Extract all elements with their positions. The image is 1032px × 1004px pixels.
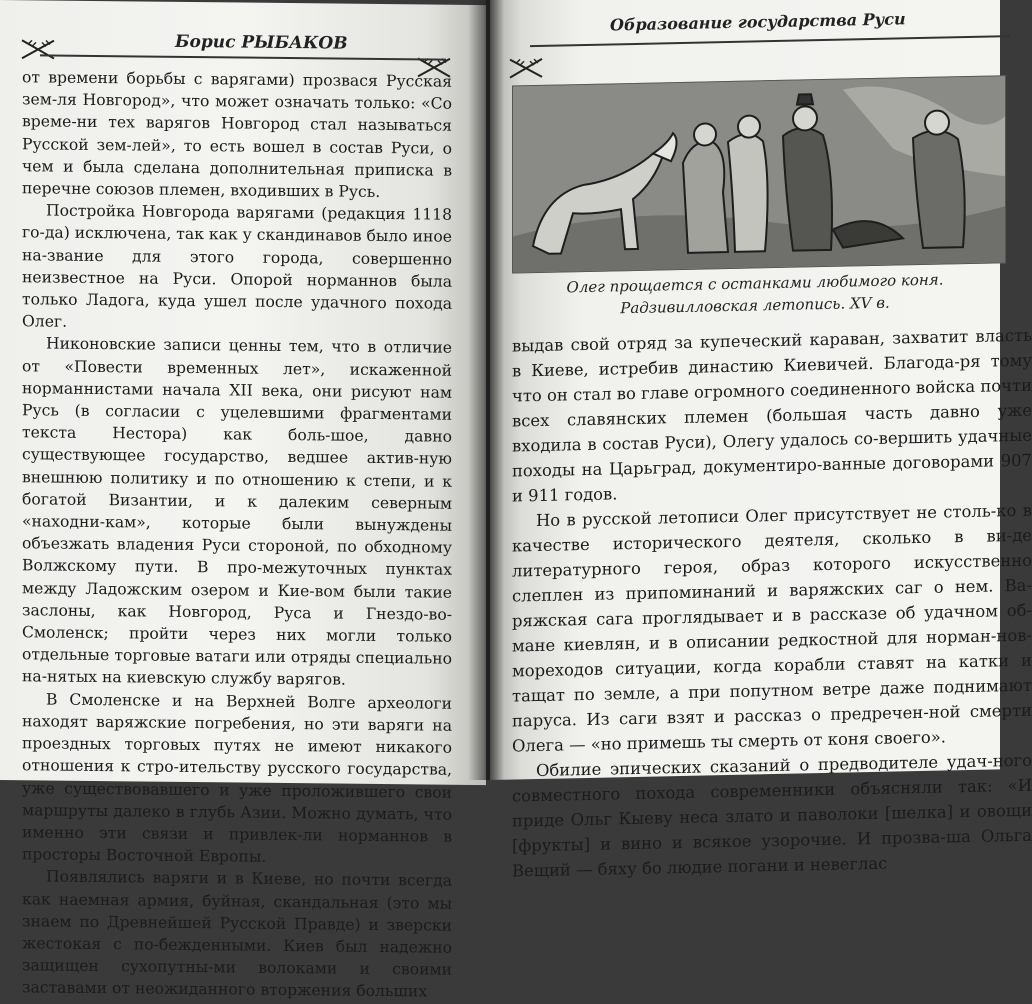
paragraph: Но в русской летописи Олег присутствует не столь-ко в качестве исторического деятеля, сколько в ви-де литературного героя, образ которого искусственно слеплен из припоминаний и варяжских саг о нем. Ва-ряжская сага проглядывает и в рассказе об удачном об-мане киевлян, и в описании редкостной для норман-нов-мореходов ситуации, когда корабли ставят на катки и тащат по земле, а при попутном ветре даже поднимают паруса. Из саги взят и рассказ о предречен-ной смерти Олега — «но примешь ты смерть от коня своего». [512, 500, 1032, 756]
oleg-horse-miniature-image [513, 76, 1005, 272]
running-head-chapter: Образование государства Руси [610, 9, 906, 35]
paragraph: Появлялись варяги и в Киеве, но почти всегда как наемная армия, буйная, скандальная (это мы знаем по Древнейшей Русской Правде) и зверски жестокая с по-бежденными. Киев был надежно защищен сухопутны-ми волоками и своими заставами от неожиданного вторжения больших [22, 867, 452, 1001]
book-gutter [468, 0, 504, 780]
paragraph: Постройка Новгорода варягами (редакция 1118 го-да) исключена, так как у скандинавов было иное на-звание для этого города, совершенно неизвестное на Руси. Опорой норманнов была только Ладога, куда ушел после удачного похода Олег. [22, 201, 452, 331]
header-rule [40, 54, 446, 60]
paragraph: выдав свой отряд за купеческий караван, захватит власть в Киеве, истребив династию Киевичей. Благода-ря тому что он стал во главе огромного соединенного войска почти всех славянских племен (большая часть давно уже входила в состав Руси), Олегу удалось со-вершить удачные походы на Царьград, документиро-ванные договорами 907 и 911 годов. [512, 325, 1032, 506]
chronicle-illustration [512, 75, 1006, 273]
paragraph: В Смоленске и на Верхней Волге археологи находят варяжские погребения, но эти варяги на проездных торговых путях не имеют никакого отношения к стро-ительству русского государства, уже существовавшего и уже проложившего свои маршруты далеко в глубь Азии. Можно думать, что именно эти связи и привлек-ли норманнов в просторы Восточной Европы. [22, 690, 452, 866]
illustration-source: Радзивилловская летопись. XV в. [620, 293, 890, 318]
paragraph: Обилие эпических сказаний о предводителе удач-ного совместного похода современники объясняли так: «И приде Ольг Кыеву неса злато и паволоки [шелка] и овощи [фрукты] и вино и всякое узорочие. И прозва-ша Ольга Вещий — бяху бо людие погани и невеглас [512, 750, 1032, 881]
crossed-branches-ornament-icon [20, 36, 56, 62]
crossed-branches-ornament-icon [508, 55, 544, 82]
header-rule [530, 35, 1010, 47]
body-text-right [512, 323, 1032, 884]
right-page [490, 0, 1032, 881]
illustration-caption: Олег прощается с останками любимого коня. [566, 270, 944, 297]
body-text-left [22, 66, 452, 1003]
paragraph: от времени борьбы с варягами) прозвася Русская зем-ля Новгород», что может означать только: «Со време-ни тех варягов Новгород стал называться Русской зем-лей», то есть вошел в состав Руси, о чем и была сделана дополнительная приписка в перечне союзов племен, входивших в Русь. [22, 68, 452, 201]
paragraph: Никоновские записи ценны тем, что в отличие от «Повести временных лет», искаженной норманнистами начала XII века, они рисуют нам Русь (в согласии с уцелевшими фрагментами текста Нестора) как боль-шое, давно существующее государство, ведшее актив-ную внешнюю политику и по отношению к степи, и к богатой Византии, и к далеким северным «находни-кам», которые были вынуждены объезжать владения Руси стороной, по обходному Волжскому пути. В про-межуточных пунктах между Ладожским озером и Кие-вом были такие заслоны, как Новгород, Руса и Гнездо-во-Смоленск; пройти через них могли только отдельные торговые ватаги или отряды специально на-нятых на киевскую службу варягов. [22, 334, 452, 690]
left-page [0, 0, 486, 1001]
running-head-author: Борис РЫБАКОВ [175, 31, 348, 54]
